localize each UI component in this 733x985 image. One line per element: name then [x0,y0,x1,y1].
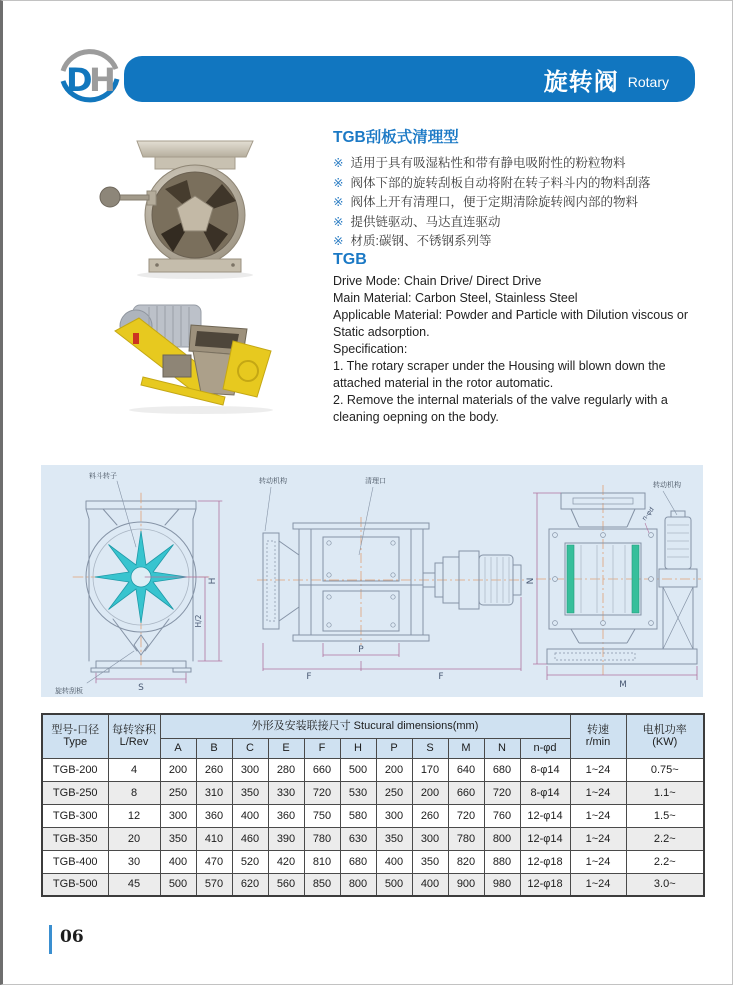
feature-bullet [333,193,717,213]
drawing-side-view [257,476,527,682]
cell-dim: 400 [160,850,196,873]
cell-dim: 720 [448,804,484,827]
table-row [42,827,704,850]
feature-bullet [333,154,717,174]
section-banner [124,56,695,102]
cell-dim: 360 [268,804,304,827]
callout-mechanism: 转动机构 [259,477,287,485]
cell-dim: 300 [160,804,196,827]
cell-dim: 350 [160,827,196,850]
product-photo-valve-drive [103,291,295,417]
cell-dim: 520 [232,850,268,873]
cell-dim: 820 [448,850,484,873]
cell-dim: 800 [340,873,376,896]
cell-dim: 810 [304,850,340,873]
technical-drawings [41,465,703,697]
drawing-end-view [526,480,701,690]
cell-dim: 620 [232,873,268,896]
technical-drawing-panel [41,465,703,697]
bullet-marker: ※ [333,175,344,190]
table-row [42,850,704,873]
banner-title-en: Rotary [627,74,669,90]
cell-speed: 1~24 [570,850,626,873]
cell-dim: 350 [412,850,448,873]
cell-dim: 720 [484,781,520,804]
en-section-title: TGB [333,251,367,268]
cell-dim: 500 [376,873,412,896]
cell-dim: 900 [448,873,484,896]
col-header-dim: C [232,738,268,758]
table-row [42,873,704,896]
cell-type: TGB-300 [42,804,108,827]
cell-dim: 530 [340,781,376,804]
cell-dim: 630 [340,827,376,850]
cell-dim: 580 [340,804,376,827]
product-photo-valve-front [95,135,295,283]
cell-dim: 470 [196,850,232,873]
bullet-marker: ※ [333,156,344,170]
callout-drive: 转动机构 [653,481,681,489]
dimension-spec-table [41,713,705,897]
en-spec-section [333,251,713,426]
valve-top-flange [137,141,253,157]
cell-volume: 20 [108,827,160,850]
bullet-marker: ※ [333,195,344,209]
page-number: 06 [60,927,84,947]
banner-title-cn: 旋转阀 [543,68,619,96]
cell-dim: 500 [340,758,376,781]
cell-speed: 1~24 [570,827,626,850]
cell-dim: 260 [412,804,448,827]
callout-cleaning-port: 清理口 [365,477,386,485]
dim-label-s: S [138,683,144,693]
bullet-text: 阀体上开有清理口，便于定期清除旋转阀内部的物料 [350,195,638,209]
cell-dim: 300 [376,804,412,827]
cell-dim: 800 [484,827,520,850]
cell-dim: 250 [160,781,196,804]
cell-speed: 1~24 [570,758,626,781]
col-header-volume: 每转容积 L/Rev [108,714,160,758]
callout-rotor: 料斗转子 [89,472,117,480]
feature-bullet [333,213,717,233]
spec-line: Specification: [333,342,408,356]
cell-dim: 12-φ14 [520,804,570,827]
dim-label-p: P [358,645,364,655]
cell-dim: 680 [484,758,520,781]
cell-power: 3.0~ [626,873,704,896]
cell-dim: 570 [196,873,232,896]
cell-dim: 760 [484,804,520,827]
cell-dim: 660 [448,781,484,804]
bullet-text: 阀体下部的旋转刮板自动将附在转子料斗内的物料刮落 [350,175,651,190]
cell-dim: 300 [232,758,268,781]
col-header-dim: N [484,738,520,758]
cell-dim: 12-φ18 [520,850,570,873]
bullet-marker: ※ [333,214,344,229]
cell-dim: 360 [196,804,232,827]
valve-bottom-flange [149,259,241,272]
cell-dim: 350 [232,781,268,804]
dim-label-f1: F [306,672,312,682]
cell-dim: 170 [412,758,448,781]
cell-dim: 8-φ14 [520,781,570,804]
spec-line: 2. Remove the internal materials of the valve regularly with a cleaning oepning on the body. [333,393,668,424]
cell-type: TGB-400 [42,850,108,873]
cell-power: 0.75~ [626,758,704,781]
col-header-dim: E [268,738,304,758]
cell-dim: 300 [412,827,448,850]
spec-line: 1. The rotary scraper under the Housing will blown down the attached material in the rotor automatic. [333,359,666,390]
cell-dim: 330 [268,781,304,804]
cell-dim: 720 [304,781,340,804]
cell-dim: 640 [448,758,484,781]
feature-bullet [333,174,717,194]
rotor-strip [567,545,574,613]
cell-dim: 410 [196,827,232,850]
cn-section-title: TGB刮板式清理型 [333,129,459,146]
bullet-text: 提供链驱动、马达直连驱动 [350,214,501,229]
cell-dim: 250 [376,781,412,804]
bolt-dot [231,263,235,267]
cell-dim: 390 [268,827,304,850]
spec-line: Drive Mode: Chain Drive/ Direct Drive [333,274,542,288]
bullet-text: 适用于具有吸湿粘性和带有静电吸附性的粉粒物料 [350,156,626,170]
cell-volume: 4 [108,758,160,781]
dim-label-f2: F [438,672,444,682]
cell-dim: 420 [268,850,304,873]
col-header-dim: P [376,738,412,758]
spec-line: Applicable Material: Powder and Particle with Dilution viscous or Static adsorption. [333,308,689,339]
cell-dim: 780 [448,827,484,850]
cell-dim: 260 [196,758,232,781]
cell-dim: 400 [232,804,268,827]
cell-dim: 560 [268,873,304,896]
cell-dim: 200 [412,781,448,804]
col-header-power: 电机功率 (KW) [626,714,704,758]
col-header-dim: n-φd [520,738,570,758]
cell-volume: 30 [108,850,160,873]
dim-label-bolts: n-φd [640,505,656,523]
cell-dim: 400 [412,873,448,896]
table-header-row-1 [42,714,704,738]
cell-type: TGB-250 [42,781,108,804]
drawing-front-view [55,471,222,695]
dim-label-h: H [208,577,218,585]
cell-dim: 200 [376,758,412,781]
cn-feature-section [333,125,717,252]
cell-dim: 680 [340,850,376,873]
dim-label-h2: H/2 [194,614,203,628]
cell-power: 1.1~ [626,781,704,804]
cell-power: 2.2~ [626,827,704,850]
cell-speed: 1~24 [570,781,626,804]
cell-dim: 400 [376,850,412,873]
cell-dim: 880 [484,850,520,873]
cell-dim: 750 [304,804,340,827]
dim-label-m: M [619,680,627,690]
bullet-marker: ※ [333,234,344,248]
page-number-accent-bar [49,925,52,954]
table-row [42,758,704,781]
cell-dim: 980 [484,873,520,896]
logo-letter-h: H [89,61,116,99]
bullet-text: 材质:碳钢、不锈钢系列等 [350,234,492,248]
col-header-speed: 转速 r/min [570,714,626,758]
col-header-dim: H [340,738,376,758]
cell-power: 2.2~ [626,850,704,873]
cell-dim: 8-φ14 [520,758,570,781]
dimension-lines [263,597,521,671]
bolt-dot [155,263,159,267]
cell-dim: 500 [160,873,196,896]
cell-speed: 1~24 [570,804,626,827]
cell-dim: 200 [160,758,196,781]
feature-bullet [333,232,717,252]
col-header-dim: B [196,738,232,758]
photo-shadow [129,406,273,414]
cell-dim: 780 [304,827,340,850]
cell-dim: 12-φ14 [520,827,570,850]
handle-knob [100,187,120,207]
cell-dim: 850 [304,873,340,896]
spec-line: Main Material: Carbon Steel, Stainless Steel [333,291,578,305]
cell-speed: 1~24 [570,873,626,896]
rotor-strip [632,545,639,613]
cell-dim: 12-φ18 [520,873,570,896]
dh-logo [53,43,125,109]
cell-dim: 660 [304,758,340,781]
cell-dim: 460 [232,827,268,850]
cell-type: TGB-500 [42,873,108,896]
cell-type: TGB-200 [42,758,108,781]
cell-volume: 8 [108,781,160,804]
cell-dim: 310 [196,781,232,804]
cell-type: TGB-350 [42,827,108,850]
col-header-type: 型号-口径 Type [42,714,108,758]
col-header-dim: S [412,738,448,758]
col-header-dimensions-group: 外形及安装联接尺寸 Stucural dimensions(mm) [160,714,570,738]
warning-sticker [133,333,139,344]
table-row [42,804,704,827]
cell-volume: 12 [108,804,160,827]
cell-volume: 45 [108,873,160,896]
table-row [42,781,704,804]
callout-scraper: 旋转刮板 [55,687,83,695]
cell-dim: 350 [376,827,412,850]
cell-dim: 280 [268,758,304,781]
dim-label-n: N [526,577,536,585]
col-header-dim: M [448,738,484,758]
cell-power: 1.5~ [626,804,704,827]
col-header-dim: A [160,738,196,758]
logo-letter-d: D [66,61,93,99]
col-header-dim: F [304,738,340,758]
gearbox [163,355,191,377]
